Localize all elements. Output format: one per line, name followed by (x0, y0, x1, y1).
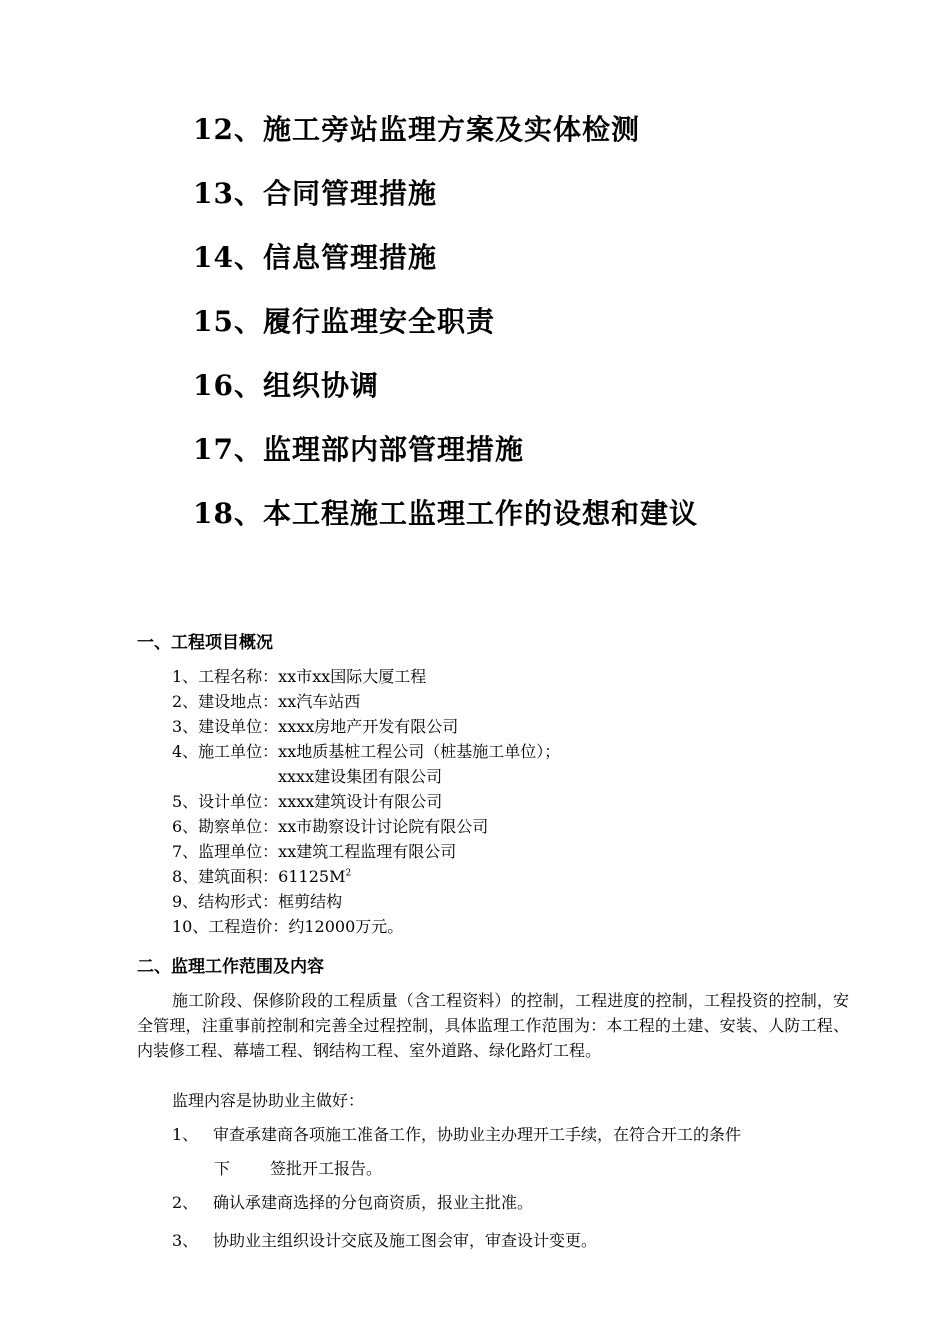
list-text: 审查承建商各项施工准备工作，协助业主办理开工手续，在符合开工的条件 (213, 1125, 742, 1144)
project-info-list (172, 664, 560, 939)
section-title-project-overview: 一、工程项目概况 (137, 633, 273, 653)
content-intro: 监理内容是协助业主做好： (172, 1091, 365, 1110)
toc-item: 14、信息管理措施 (193, 241, 437, 274)
info-contractor: 4、施工单位：xx地质基桩工程公司（桩基施工单位）； (172, 742, 561, 761)
toc-item: 18、本工程施工监理工作的设想和建议 (193, 497, 698, 530)
list-item (172, 1122, 741, 1147)
list-item-continuation (214, 1156, 382, 1181)
list-item (172, 1228, 597, 1253)
toc-item: 12、施工旁站监理方案及实体检测 (193, 113, 640, 146)
list-number: 2、 (172, 1193, 199, 1212)
list-text: 下 (214, 1159, 231, 1178)
section-title-scope: 二、监理工作范围及内容 (137, 957, 324, 977)
info-contractor-2: xxxx建设集团有限公司 (278, 767, 443, 786)
scope-paragraph: 施工阶段、保修阶段的工程质量（含工程资料）的控制，工程进度的控制，工程投资的控制，安全管理，注重事前控制和完善全过程控制，具体监理工作范围为：本工程的土建、安装、人防工程、内装修工程、幕墙工程、钢结构工程、室外道路、绿化路灯工程。 (137, 991, 849, 1060)
info-supervisor: 7、监理单位：xx建筑工程监理有限公司 (172, 842, 457, 861)
toc-item: 13、合同管理措施 (193, 177, 437, 210)
list-text: 签批开工报告。 (270, 1159, 383, 1178)
toc-item: 16、组织协调 (193, 369, 379, 402)
table-of-contents (193, 108, 698, 556)
list-item (172, 1190, 533, 1215)
info-owner: 3、建设单位：xxxx房地产开发有限公司 (172, 717, 459, 736)
info-project-name: 1、工程名称：xx市xx国际大厦工程 (172, 667, 427, 686)
info-surveyor: 6、勘察单位：xx市勘察设计讨论院有限公司 (172, 817, 489, 836)
list-text: 确认承建商选择的分包商资质，报业主批准。 (213, 1193, 534, 1212)
list-number: 3、 (172, 1231, 199, 1250)
area-superscript: 2 (345, 868, 352, 879)
info-designer: 5、设计单位：xxxx建筑设计有限公司 (172, 792, 443, 811)
area-text: 8、建筑面积：61125M (172, 867, 346, 886)
info-building-area (172, 864, 560, 889)
info-cost: 10、工程造价：约12000万元。 (172, 917, 404, 936)
list-number: 1、 (172, 1125, 199, 1144)
toc-item: 15、履行监理安全职责 (193, 305, 495, 338)
info-location: 2、建设地点：xx汽车站西 (172, 692, 361, 711)
list-text: 协助业主组织设计交底及施工图会审，审查设计变更。 (213, 1231, 598, 1250)
toc-item: 17、监理部内部管理措施 (193, 433, 524, 466)
info-structure: 9、结构形式：框剪结构 (172, 892, 343, 911)
